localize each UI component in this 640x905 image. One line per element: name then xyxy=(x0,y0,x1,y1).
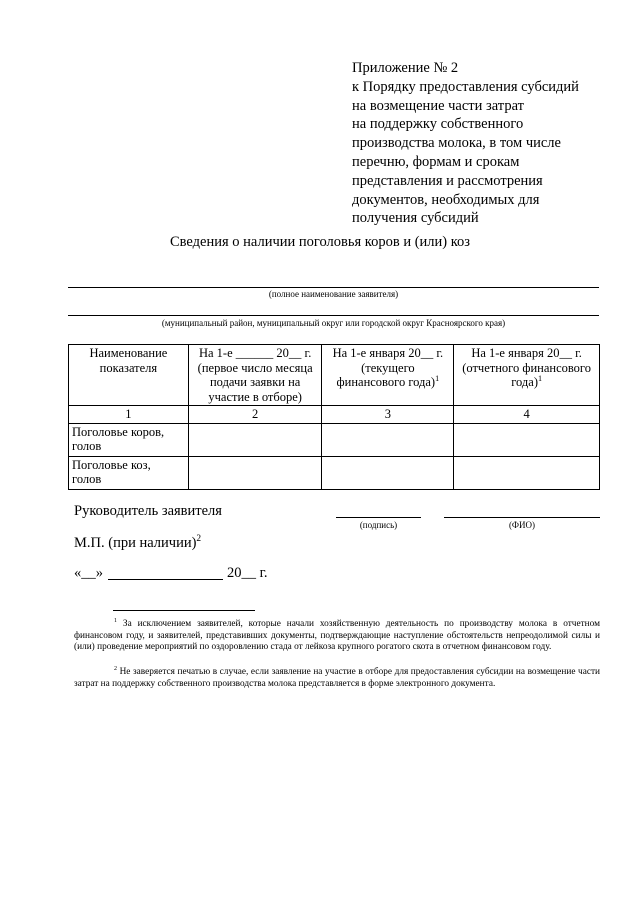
table-cell xyxy=(454,423,600,456)
header-indicator: Наименование показателя xyxy=(69,345,189,406)
footnote-2: $^2$ Не заверяется печатью в случае, если заявление на участие в отборе для предоставления субсидии на возмещение части затрат на поддержку собственного производства молока представляется в форме электронного документа. xyxy=(74,665,601,689)
table-row-cows xyxy=(69,423,600,456)
footnote-separator xyxy=(113,610,255,611)
footnote-1: $^1$ За исключением заявителей, которые начали хозяйственную деятельность по производству молока в отчетном финансовом году, и заявителей, представивших документы, подтверждающие наступление обстоятельств непреодолимой силы и (или) проведение мероприятий по оздоровлению стада от лейкоза крупного рогатого скота в отчетном финансовом году. xyxy=(74,617,600,653)
fio-line xyxy=(444,517,600,518)
row-label: Поголовье коров, голов xyxy=(69,423,189,456)
signature-line xyxy=(336,517,421,518)
district-caption: (муниципальный район, муниципальный округ или городской округ Красноярского края) xyxy=(161,318,506,328)
column-number: 4 xyxy=(454,406,600,424)
applicant-caption: (полное наименование заявителя) xyxy=(268,289,399,299)
date-day: «__» xyxy=(74,565,103,581)
date-year: 20__ г. xyxy=(227,565,268,581)
table-cell xyxy=(188,456,322,489)
appendix-line: Приложение № 2 xyxy=(352,60,459,76)
date-month-line xyxy=(108,579,223,580)
row-label: Поголовье коз, голов xyxy=(69,456,189,489)
appendix-line: представления и рассмотрения xyxy=(352,172,543,189)
fio-caption: (ФИО) xyxy=(508,520,536,530)
head-of-applicant-label: Руководитель заявителя xyxy=(74,503,222,519)
table-cell xyxy=(188,423,322,456)
footnote-ref-2: 2 xyxy=(196,534,202,545)
table-number-row xyxy=(69,406,600,424)
signature-caption: (подпись) xyxy=(359,520,398,530)
column-number: 1 xyxy=(69,406,189,424)
document-title: Сведения о наличии поголовья коров и (или) коз xyxy=(169,234,471,250)
appendix-heading xyxy=(352,59,612,228)
applicant-name-line xyxy=(68,287,599,288)
table-cell xyxy=(322,423,454,456)
appendix-line: получения субсидий xyxy=(352,210,479,227)
livestock-table xyxy=(68,344,600,490)
appendix-line: на поддержку собственного xyxy=(352,116,524,133)
footnote-ref-1: 1 xyxy=(435,373,440,383)
header-current-year: На 1-е января 20__ г. (текущего финансового года)$^1$ xyxy=(322,345,454,406)
header-first-month: На 1-е ______ 20__ г. (первое число месяца подачи заявки на участие в отборе) xyxy=(188,345,322,406)
column-number: 3 xyxy=(322,406,454,424)
column-number: 2 xyxy=(188,406,322,424)
table-cell xyxy=(454,456,600,489)
appendix-line: документов, необходимых для xyxy=(352,191,540,208)
footnote-ref-1: 1 xyxy=(537,373,543,383)
table-header-row xyxy=(69,345,600,406)
table-row-goats xyxy=(69,456,600,489)
stamp-label: М.П. (при наличии)$^2$ xyxy=(74,534,202,551)
appendix-line: к Порядку предоставления субсидий xyxy=(352,78,579,95)
table-cell xyxy=(322,456,454,489)
appendix-line: на возмещение части затрат xyxy=(352,97,524,114)
district-line xyxy=(68,315,599,316)
appendix-line: производства молока, в том числе xyxy=(352,135,561,152)
appendix-line: перечню, формам и срокам xyxy=(352,153,520,170)
header-reporting-year: На 1-е января 20__ г. (отчетного финансового года)$^1$ xyxy=(454,345,600,406)
